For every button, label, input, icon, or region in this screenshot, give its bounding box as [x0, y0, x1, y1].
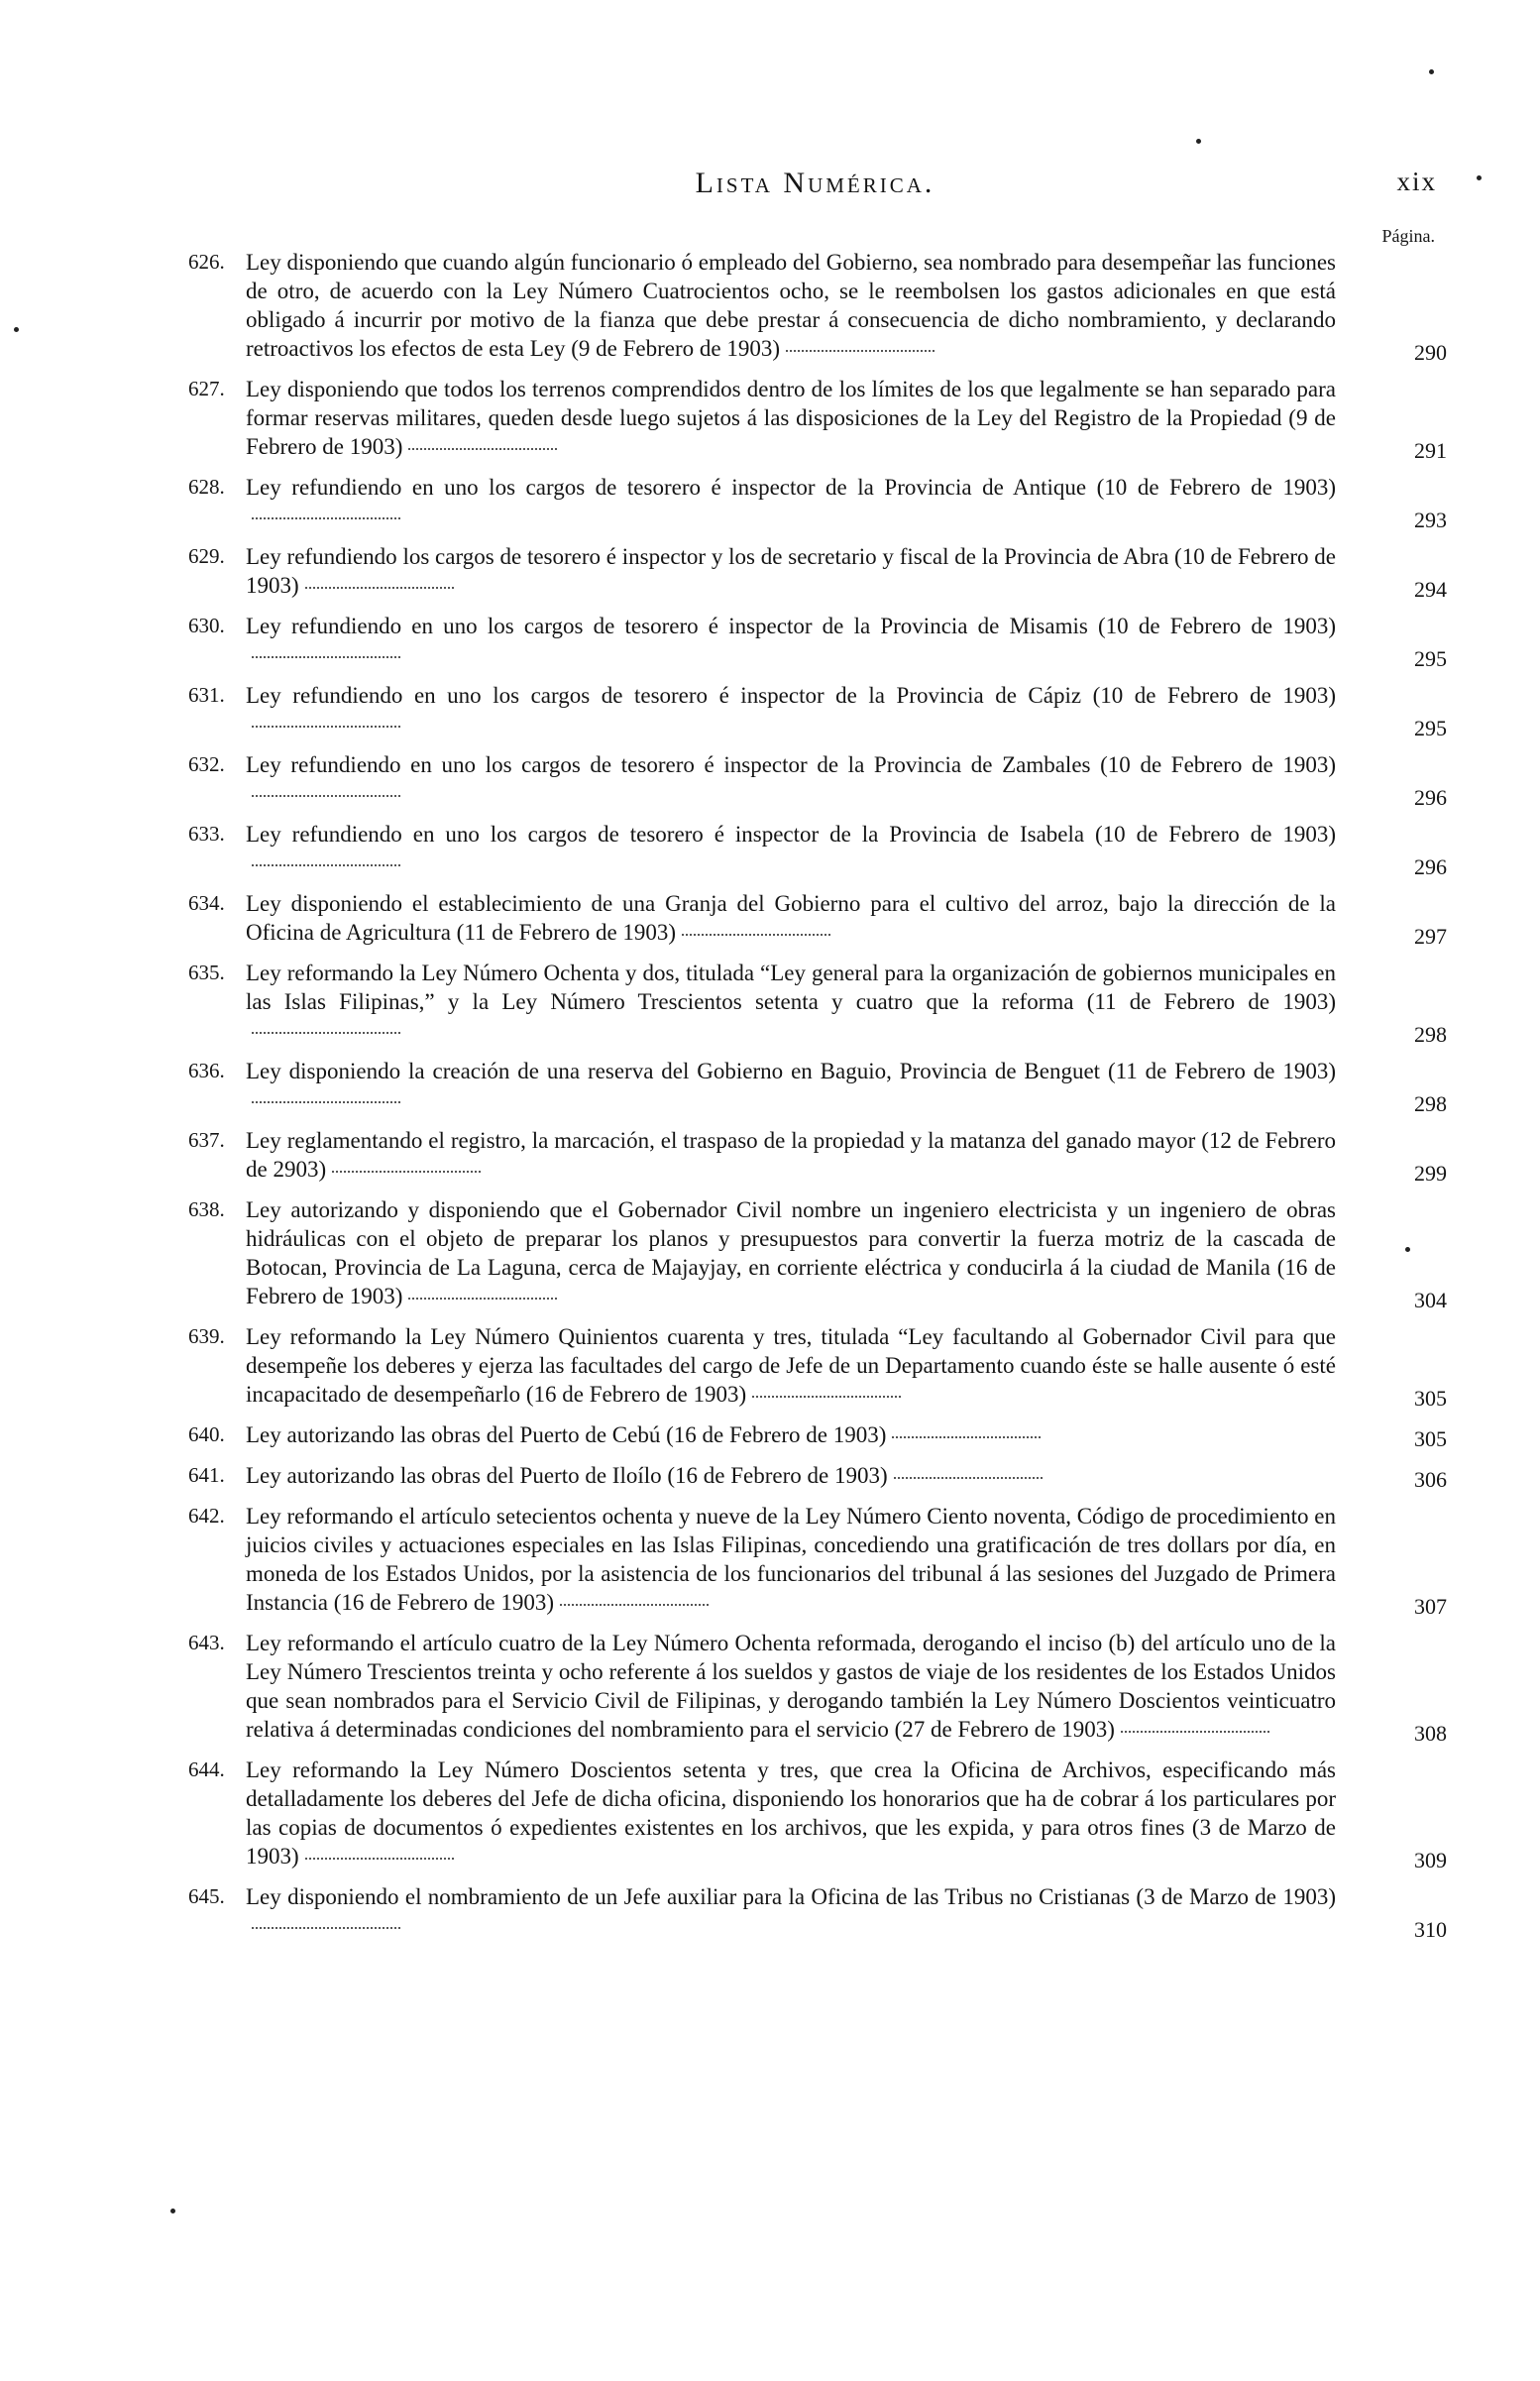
list-item — [188, 1420, 1447, 1449]
entry-text: Ley autorizando las obras del Puerto de Cebú (16 de Febrero de 1903) — [246, 1420, 1336, 1449]
entry-page: 305 — [1414, 1386, 1447, 1411]
entry-text: Ley disponiendo que cuando algún funcionario ó empleado del Gobierno, sea nombrado para desempeñar las funciones de otro, de acuerdo con la Ley Número Cuatrocientos ocho, se le reembolsen los gastos adicionales en que está obligado á incurrir por motivo de la fianza que debe prestar á consecuencia de dicho nombramiento, y declarando retroactivos los efectos de esta Ley (9 de Febrero de 1903) — [246, 250, 1336, 361]
entry-number: 629. — [188, 544, 225, 568]
entry-page: 293 — [1414, 508, 1447, 532]
entry-page: 296 — [1414, 785, 1447, 810]
entry-number: 643. — [188, 1631, 225, 1654]
list-item — [188, 1629, 1447, 1744]
entry-number: 630. — [188, 614, 225, 637]
entry-text: Ley disponiendo que todos los terrenos comprendidos dentro de los límites de los que legalmente se han separado para formar reservas militares, queden desde luego sujetos á las disposiciones de la Ley del Registro de la Propiedad (9 de Febrero de 1903) — [246, 377, 1336, 459]
list-item — [188, 473, 1447, 530]
entry-number: 626. — [188, 250, 225, 274]
list-item — [188, 820, 1447, 877]
entry-page: 310 — [1414, 1917, 1447, 1942]
entry-number: 645. — [188, 1884, 225, 1908]
entry-page: 298 — [1414, 1022, 1447, 1047]
entry-page: 290 — [1414, 340, 1447, 365]
entry-text: Ley autorizando las obras del Puerto de Iloílo (16 de Febrero de 1903) — [246, 1461, 1336, 1490]
entry-list — [188, 248, 1447, 1952]
list-item — [188, 1502, 1447, 1617]
entry-text: Ley refundiendo en uno los cargos de tesorero é inspector de la Provincia de Misamis (10 de Febrero de 1903) — [246, 612, 1336, 669]
list-item — [188, 1126, 1447, 1184]
entry-page: 295 — [1414, 646, 1447, 671]
entry-text: Ley disponiendo el establecimiento de una Granja del Gobierno para el cultivo del arroz, bajo la dirección de la Oficina de Agricultura (11 de Febrero de 1903) — [246, 891, 1336, 945]
entry-text: Ley reglamentando el registro, la marcación, el traspaso de la propiedad y la matanza del ganado mayor (12 de Febrero de 2903) — [246, 1128, 1336, 1182]
entry-number: 644. — [188, 1757, 225, 1781]
entry-page: 308 — [1414, 1721, 1447, 1746]
entry-page: 307 — [1414, 1594, 1447, 1619]
entry-page: 295 — [1414, 716, 1447, 740]
entry-page: 305 — [1414, 1426, 1447, 1451]
entry-number: 628. — [188, 475, 225, 499]
entry-page: 296 — [1414, 854, 1447, 879]
list-item — [188, 1322, 1447, 1409]
list-item — [188, 681, 1447, 738]
list-item — [188, 375, 1447, 461]
entry-text: Ley refundiendo en uno los cargos de tesorero é inspector de la Provincia de Antique (10 de Febrero de 1903) — [246, 473, 1336, 530]
list-item — [188, 1882, 1447, 1940]
entry-number: 639. — [188, 1324, 225, 1348]
entry-text: Ley disponiendo el nombramiento de un Jefe auxiliar para la Oficina de las Tribus no Cristianas (3 de Marzo de 1903) — [246, 1882, 1336, 1940]
entry-page: 306 — [1414, 1467, 1447, 1492]
page-number: xix — [1396, 167, 1437, 196]
page-column-label: Página. — [1381, 226, 1435, 246]
entry-page: 297 — [1414, 924, 1447, 949]
entry-text: Ley reformando la Ley Número Ochenta y dos, titulada “Ley general para la organización de gobiernos municipales en las Islas Filipinas,” y la Ley Número Trescientos setenta y cuatro que la reforma (11 de Febrero de 1903) — [246, 959, 1336, 1045]
entry-number: 638. — [188, 1197, 225, 1221]
entry-number: 636. — [188, 1059, 225, 1082]
entry-page: 304 — [1414, 1288, 1447, 1312]
entry-text: Ley refundiendo en uno los cargos de tesorero é inspector de la Provincia de Isabela (10 de Febrero de 1903) — [246, 820, 1336, 877]
entry-text: Ley reformando la Ley Número Quinientos cuarenta y tres, titulada “Ley facultando al Gobernador Civil para que desempeñe los deberes y ejerza las facultades del cargo de Jefe de un Departamento cuando éste se halle ausente ó esté incapacitado de desempeñarlo (16 de Febrero de 1903) — [246, 1324, 1336, 1407]
entry-text: Ley disponiendo la creación de una reserva del Gobierno en Baguio, Provincia de Benguet (11 de Febrero de 1903) — [246, 1057, 1336, 1114]
entry-number: 635. — [188, 961, 225, 984]
list-item — [188, 248, 1447, 363]
entry-number: 642. — [188, 1504, 225, 1528]
entry-number: 632. — [188, 752, 225, 776]
list-item — [188, 1057, 1447, 1114]
entry-text: Ley refundiendo en uno los cargos de tesorero é inspector de la Provincia de Cápiz (10 de Febrero de 1903) — [246, 681, 1336, 738]
entry-text: Ley autorizando y disponiendo que el Gobernador Civil nombre un ingeniero electricista y un ingeniero de obras hidráulicas con el objeto de preparar los planos y presupuestos para convertir la fuerza motriz de la cascada de Botocan, Provincia de La Laguna, cerca de Majayjay, en corriente eléctrica y conducirla á la ciudad de Manila (16 de Febrero de 1903) — [246, 1197, 1336, 1308]
page-title: Lista Numérica. — [695, 167, 935, 199]
entry-text: Ley refundiendo los cargos de tesorero é inspector y los de secretario y fiscal de la Provincia de Abra (10 de Febrero de 1903) — [246, 544, 1336, 598]
entry-number: 627. — [188, 377, 225, 400]
entry-page: 291 — [1414, 438, 1447, 463]
list-item — [188, 959, 1447, 1045]
entry-number: 641. — [188, 1463, 225, 1487]
entry-page: 299 — [1414, 1161, 1447, 1186]
list-item — [188, 1461, 1447, 1490]
list-item — [188, 1195, 1447, 1310]
entry-number: 631. — [188, 683, 225, 707]
list-item — [188, 750, 1447, 808]
entry-page: 309 — [1414, 1848, 1447, 1872]
entry-page: 294 — [1414, 577, 1447, 602]
entry-text: Ley reformando la Ley Número Doscientos setenta y tres, que crea la Oficina de Archivos, especificando más detalladamente los deberes del Jefe de dicha oficina, disponiendo los honorarios que ha de cobrar á los particulares por las copias de documentos ó expedientes existentes en los archivos, que les expida, y para otros fines (3 de Marzo de 1903) — [246, 1757, 1336, 1869]
entry-number: 633. — [188, 822, 225, 846]
list-item — [188, 612, 1447, 669]
list-item — [188, 542, 1447, 600]
entry-text: Ley reformando el artículo cuatro de la Ley Número Ochenta reformada, derogando el inciso (b) del artículo uno de la Ley Número Trescientos treinta y ocho referente á los sueldos y gastos de viaje de los residentes de los Estados Unidos que sean nombrados para el Servicio Civil de Filipinas, y derogando también la Ley Número Doscientos veinticuatro relativa á determinadas condiciones del nombramiento para el servicio (27 de Febrero de 1903) — [246, 1631, 1336, 1742]
entry-page: 298 — [1414, 1091, 1447, 1116]
entry-number: 637. — [188, 1128, 225, 1152]
entry-number: 634. — [188, 891, 225, 915]
entry-text: Ley refundiendo en uno los cargos de tesorero é inspector de la Provincia de Zambales (10 de Febrero de 1903) — [246, 750, 1336, 808]
list-item — [188, 1756, 1447, 1871]
entry-number: 640. — [188, 1422, 225, 1446]
entry-text: Ley reformando el artículo setecientos ochenta y nueve de la Ley Número Ciento noventa, Código de procedimiento en juicios civiles y actuaciones especiales en las Islas Filipinas, concediendo una gratificación de tres dollars por día, en moneda de los Estados Unidos, por la asistencia de los funcionarios del tribunal á las sesiones del Juzgado de Primera Instancia (16 de Febrero de 1903) — [246, 1504, 1336, 1615]
list-item — [188, 889, 1447, 947]
running-header — [193, 167, 1437, 206]
